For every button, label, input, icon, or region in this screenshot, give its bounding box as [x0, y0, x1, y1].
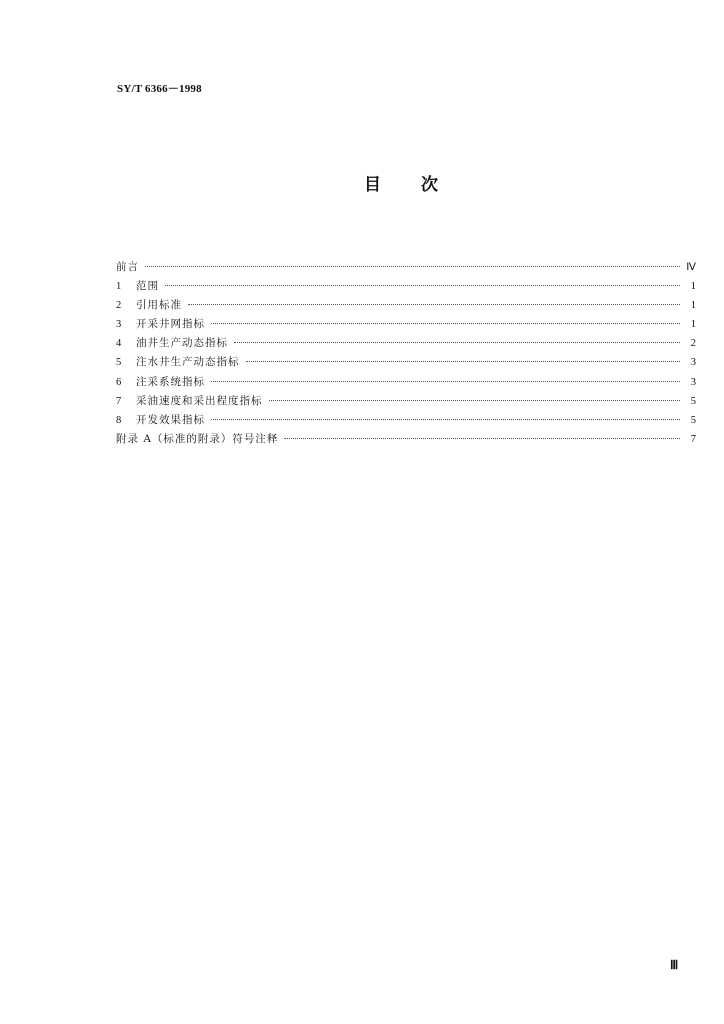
toc-item-label: 引用标准: [136, 299, 182, 312]
table-of-contents: [116, 258, 696, 449]
toc-item-number: 6: [116, 376, 122, 388]
toc-item-page: 1: [690, 300, 696, 312]
toc-item-label: 开采井网指标: [136, 318, 205, 331]
standard-code: SY/T 6366－1998: [117, 83, 202, 95]
toc-item-label: 范围: [136, 280, 159, 293]
toc-item-appendix-a[interactable]: [116, 430, 696, 449]
toc-item-page: 1: [690, 281, 696, 293]
toc-item-label: 附录 A（标准的附录）符号注释: [116, 432, 279, 445]
toc-item-label: 注采系统指标: [136, 375, 205, 388]
toc-item-label: 油井生产动态指标: [136, 337, 228, 350]
toc-item-8[interactable]: [116, 411, 696, 430]
toc-item-page: Ⅳ: [686, 262, 696, 273]
toc-item-label: 注水井生产动态指标: [136, 356, 240, 369]
toc-item-label: 开发效果指标: [136, 413, 205, 426]
dot-leader: [165, 285, 680, 286]
page-number: Ⅲ: [670, 958, 679, 972]
dot-leader: [269, 400, 681, 401]
dot-leader: [211, 323, 680, 324]
toc-item-6[interactable]: [116, 373, 696, 392]
dot-leader: [145, 266, 680, 267]
toc-item-number: 5: [116, 357, 122, 369]
toc-item-7[interactable]: [116, 392, 696, 411]
toc-item-3[interactable]: [116, 315, 696, 334]
dot-leader: [211, 419, 680, 420]
toc-item-label: 采油速度和采出程度指标: [136, 394, 263, 407]
toc-item-label: 前言: [116, 261, 139, 273]
dot-leader: [234, 342, 680, 343]
toc-item-foreword[interactable]: [116, 258, 696, 277]
toc-item-number: 4: [116, 338, 122, 350]
toc-item-5[interactable]: [116, 353, 696, 372]
toc-item-number: 3: [116, 319, 122, 331]
toc-item-page: 2: [690, 338, 696, 350]
toc-item-page: 1: [690, 319, 696, 331]
toc-item-number: 2: [116, 300, 122, 312]
dot-leader: [284, 438, 680, 439]
dot-leader: [188, 304, 680, 305]
toc-item-page: 3: [690, 357, 696, 369]
toc-item-page: 7: [690, 433, 696, 445]
toc-item-1[interactable]: [116, 277, 696, 296]
toc-item-number: 7: [116, 395, 122, 407]
toc-item-4[interactable]: [116, 334, 696, 353]
toc-item-number: 1: [116, 281, 122, 293]
page-title: 目次: [364, 175, 478, 195]
dot-leader: [246, 361, 681, 362]
toc-item-page: 5: [690, 395, 696, 407]
toc-item-page: 3: [690, 376, 696, 388]
toc-item-number: 8: [116, 414, 122, 426]
toc-item-page: 5: [690, 414, 696, 426]
dot-leader: [211, 381, 680, 382]
toc-item-2[interactable]: [116, 296, 696, 315]
